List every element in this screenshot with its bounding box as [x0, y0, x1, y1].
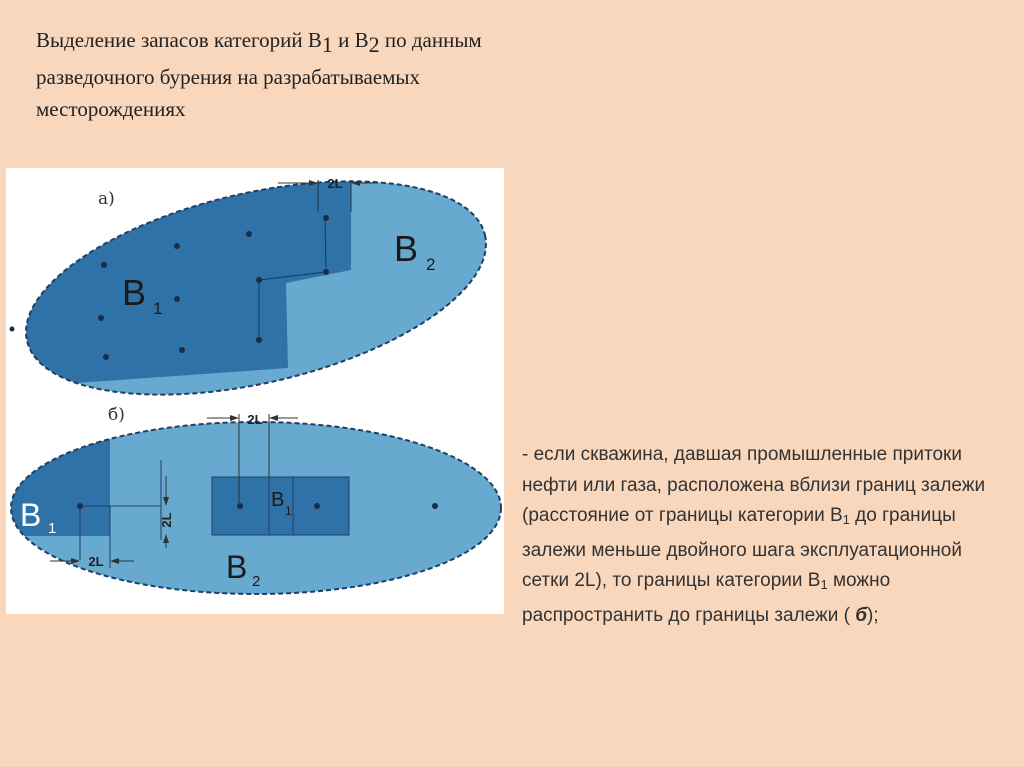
- panel-a-b1-letter: B: [122, 272, 147, 313]
- panel-b-dim-bottom-label: 2L: [88, 554, 104, 569]
- slide-title: Выделение запасов категорий $В_1$ и $В_2$ по данным разведочного бурения на разрабатываемых месторождениях: [36, 28, 482, 121]
- panel-a-marker: а): [98, 189, 115, 209]
- deposit-diagram: [6, 168, 504, 614]
- panel-a-deposit: [6, 168, 504, 408]
- deposit-diagram-svg: [6, 168, 504, 614]
- panel-a-b2-sub: 2: [426, 255, 436, 274]
- panel-b-dim-vertical-label: 2L: [159, 512, 174, 528]
- panel-a-b2-letter: B: [394, 228, 419, 269]
- panel-b-b2-letter: B: [226, 549, 248, 585]
- panel-b-inner-b1-letter: B: [271, 489, 285, 511]
- panel-b-inner-b1-sub: 1: [285, 504, 292, 518]
- panel-b-b1-sub: 1: [48, 520, 57, 537]
- panel-b-b2-sub: 2: [252, 573, 261, 590]
- panel-b-dim-top-label: 2L: [247, 412, 263, 427]
- panel-a-b1-sub: 1: [153, 299, 163, 318]
- panel-b-marker: б): [108, 405, 125, 425]
- explanation-text: - если скважина, давшая промышленные притоки нефти или газа, расположена вблизи границ залежи (расстояние от границы категории $В_1$ до границы залежи меньше двойного шага эксплуатационной сетки 2L), то границы категории $В_1$ можно распространить до границы залежи ( б);: [522, 444, 986, 626]
- panel-b-b1-letter: B: [20, 497, 42, 533]
- panel-a-dim-label: 2L: [327, 176, 343, 191]
